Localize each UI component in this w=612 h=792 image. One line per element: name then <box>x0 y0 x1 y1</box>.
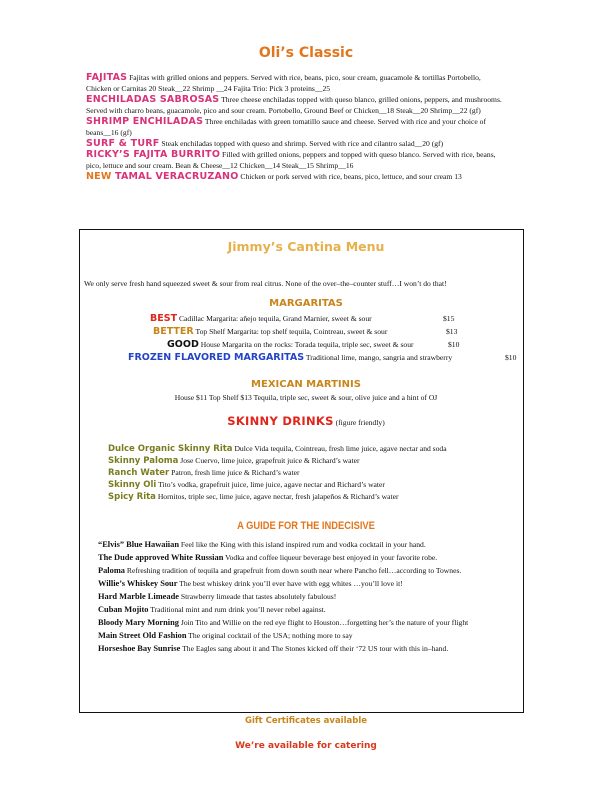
margarita-good <box>167 339 414 350</box>
menu-item-name: SHRIMP ENCHILADAS <box>86 116 204 127</box>
drink-desc: Patron, fresh lime juice & Richard’s water <box>169 468 300 477</box>
drink-desc: Vodka and coffee liqueur beverage best enjoyed in your favorite robe. <box>223 553 438 562</box>
margarita-price: $10 <box>505 353 517 362</box>
guide-item <box>98 603 523 616</box>
drink-name: Spicy Rita <box>108 492 156 502</box>
jimmys-cantina-title: Jimmy’s Cantina Menu <box>227 239 385 254</box>
menu-item-name: SURF & TURF <box>86 138 160 149</box>
menu-item-desc: Steak enchiladas topped with queso and shrimp. Served with rice and cilantro salad__20 (gf) <box>159 139 444 148</box>
drink-desc: Feel like the King with this island inspired rum and vodka cocktail in your hand. <box>178 540 426 549</box>
menu-item-shrimp-enchiladas <box>86 116 506 138</box>
margarita-best <box>150 313 372 324</box>
tier-label: BETTER <box>153 326 194 337</box>
margarita-frozen <box>128 352 452 363</box>
guide-list <box>98 538 523 655</box>
guide-item <box>98 590 523 603</box>
margarita-desc: Top Shelf Margarita: top shelf tequila, Cointreau, sweet & sour <box>193 327 388 336</box>
menu-item-name: ENCHILADAS SABROSAS <box>86 94 220 105</box>
drink-name: Hard Marble Limeade <box>98 592 179 601</box>
drink-desc: The Eagles sang about it and The Stones kicked off their ‘72 US tour with this in–hand. <box>180 644 449 653</box>
drink-desc: Hornitos, triple sec, lime juice, agave nectar, fresh jalapeños & Richard’s water <box>155 492 399 501</box>
mexican-martinis-title: MEXICAN MARTINIS <box>251 379 361 390</box>
margarita-price: $15 <box>443 314 455 323</box>
gift-certificates-note: Gift Certificates available <box>244 716 368 726</box>
menu-item-name: TAMAL VERACRUZANO <box>115 171 239 182</box>
menu-item-name: RICKY’S FAJITA BURRITO <box>86 149 221 160</box>
drink-name: Skinny Paloma <box>108 456 179 466</box>
drink-desc: Jose Cuervo, lime juice, grapefruit juice & Richard’s water <box>178 456 360 465</box>
menu-item-rickys-fajita-burrito <box>86 149 506 171</box>
menu-item-fajitas <box>86 72 506 94</box>
menu-item-desc: Filled with grilled onions, peppers and topped with queso blanco. Served with rice, beans, pico, lettuce and sour cream. Bean & Cheese__12 Chicken__14 Steak__15 Shrimp__16 <box>86 150 496 170</box>
cantina-intro: We only serve fresh hand squeezed sweet & sour from real citrus. None of the over–the–counter stuff…I won’t do that! <box>84 279 447 288</box>
drink-desc: Refreshing tradition of tequila and grapefruit from down south near where Pancho fell…according to Townes. <box>124 566 462 575</box>
drink-desc: Dulce Vida tequila, Cointreau, fresh lime juice, agave nectar and soda <box>232 444 447 453</box>
guide-item <box>98 629 523 642</box>
drink-desc: The best whiskey drink you’ll ever have with egg whites …you’ll love it! <box>177 579 403 588</box>
menu-item-name: FAJITAS <box>86 72 128 83</box>
skinny-drinks-note: (figure friendly) <box>333 418 385 427</box>
guide-item <box>98 642 523 655</box>
drink-name: Bloody Mary Morning <box>98 618 179 627</box>
tier-label: GOOD <box>167 339 199 350</box>
skinny-item <box>108 443 528 455</box>
menu-item-desc: Fajitas with grilled onions and peppers. Served with rice, beans, pico, sour cream, guacamole & tortillas Portobello, Chicken or Carnitas 20 Steak__22 Shrimp __24 Fajita Trio: Pick 3 proteins__25 <box>86 73 481 93</box>
mexican-martinis-text: House $11 Top Shelf $13 Tequila, triple sec, sweet & sour, olive juice and a hint of OJ <box>174 393 438 402</box>
drink-name: Horseshoe Bay Sunrise <box>98 644 181 653</box>
drink-name: Willie’s Whiskey Sour <box>98 579 178 588</box>
drink-name: Main Street Old Fashion <box>98 631 187 640</box>
margarita-desc: House Margarita on the rocks: Torada tequila, triple sec, sweet & sour <box>198 340 414 349</box>
drink-desc: Tito’s vodka, grapefruit juice, lime juice, agave nectar and Richard’s water <box>156 480 385 489</box>
menu-item-desc: Chicken or pork served with rice, beans, pico, lettuce, and sour cream 13 <box>238 172 462 181</box>
drink-desc: Strawberry limeade that tastes absolutely fabulous! <box>178 592 337 601</box>
oli-classic-title: Oli’s Classic <box>258 45 354 61</box>
guide-item <box>98 577 523 590</box>
skinny-drinks-title: SKINNY DRINKS <box>227 414 334 428</box>
tier-label: BEST <box>150 313 178 324</box>
drink-name: Paloma <box>98 566 125 575</box>
drink-name: The Dude approved White Russian <box>98 553 224 562</box>
drink-name: Dulce Organic Skinny Rita <box>108 444 233 454</box>
margarita-desc: Traditional lime, mango, sangria and strawberry <box>304 353 453 362</box>
drink-name: Cuban Mojito <box>98 605 149 614</box>
skinny-drinks-heading <box>0 414 612 428</box>
menu-item-desc: Three cheese enchiladas topped with queso blanco, grilled onions, peppers, and mushrooms. Served with charro beans, guacamole, pico and sour cream. Portobello, Ground Beef or Chicken__18 Steak__20 Shrimp__22 (gf) <box>86 95 502 115</box>
catering-note: We’re available for catering <box>235 741 377 751</box>
skinny-item <box>108 479 528 491</box>
margarita-price: $10 <box>448 340 460 349</box>
tier-label: FROZEN FLAVORED MARGARITAS <box>128 352 305 363</box>
guide-title: A GUIDE FOR THE INDECISIVE <box>237 520 375 532</box>
drink-name: “Elvis” Blue Hawaiian <box>98 540 179 549</box>
margarita-better <box>153 326 387 337</box>
oli-classic-list <box>86 72 506 182</box>
skinny-item <box>108 467 528 479</box>
menu-item-enchiladas-sabrosas <box>86 94 506 116</box>
guide-item <box>98 538 523 551</box>
drink-desc: The original cocktail of the USA; nothing more to say <box>186 631 353 640</box>
drink-desc: Traditional mint and rum drink you’ll never rebel against. <box>148 605 326 614</box>
skinny-drinks-list <box>108 443 528 503</box>
guide-item <box>98 551 523 564</box>
drink-name: Skinny Oli <box>108 480 157 490</box>
guide-item <box>98 616 523 629</box>
margarita-desc: Cadillac Margarita: añejo tequila, Grand Marnier, sweet & sour <box>177 314 372 323</box>
menu-item-tamal-veracruzano <box>86 171 506 182</box>
skinny-item <box>108 491 528 503</box>
new-badge: NEW <box>86 171 116 182</box>
menu-item-surf-turf <box>86 138 506 149</box>
margaritas-title: MARGARITAS <box>269 298 343 309</box>
guide-item <box>98 564 523 577</box>
menu-item-desc: Three enchiladas with green tomatillo sauce and cheese. Served with rice and your choice of beans__16 (gf) <box>86 117 486 137</box>
drink-desc: Join Tito and Willie on the red eye flight to Houston…forgetting her’s the nature of your flight <box>178 618 469 627</box>
margarita-price: $13 <box>446 327 458 336</box>
skinny-item <box>108 455 528 467</box>
drink-name: Ranch Water <box>108 468 170 478</box>
